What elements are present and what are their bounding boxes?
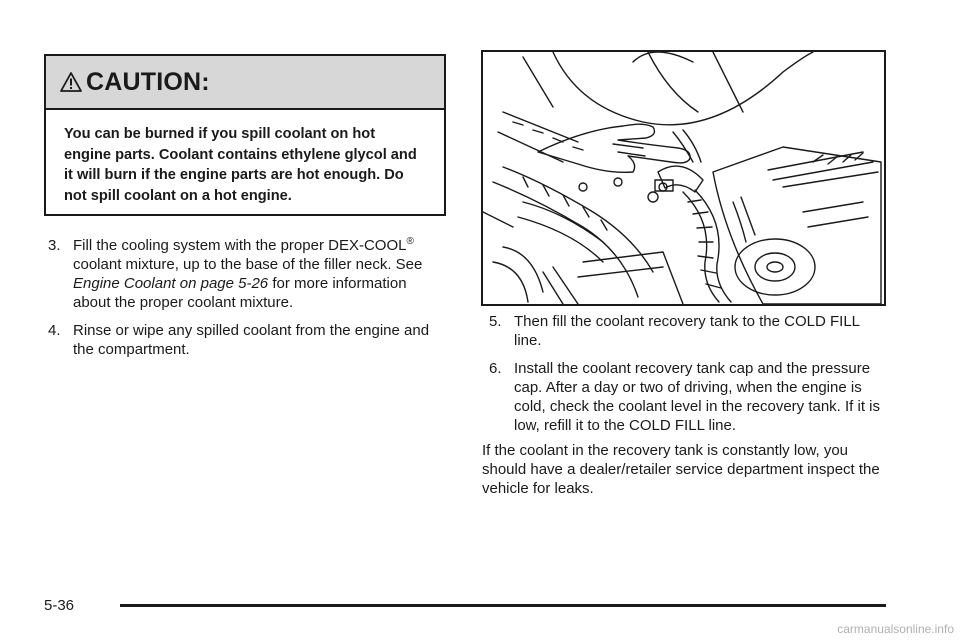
caution-header [46, 56, 444, 110]
step-6 [489, 359, 889, 435]
caution-title: CAUTION: [86, 67, 210, 96]
page-number: 5-36 [44, 597, 75, 614]
step-5 [489, 312, 889, 350]
step-text-part: coolant mixture, up to the base of the filler neck. See [73, 256, 423, 273]
step-number: 3. [48, 237, 61, 254]
step-3 [48, 236, 448, 312]
warning-triangle-icon [60, 71, 82, 93]
engine-coolant-illustration [481, 50, 886, 306]
footer-rule [120, 604, 886, 607]
step-text [73, 236, 448, 312]
body-paragraph: If the coolant in the recovery tank is constantly low, you should have a dealer/retailer service department inspect the vehicle for leaks. [482, 442, 880, 497]
step-4 [48, 321, 448, 359]
step-number: 4. [48, 322, 61, 339]
step-number: 6. [489, 360, 502, 377]
step-text: Then fill the coolant recovery tank to the COLD FILL line. [514, 313, 860, 349]
step-text: Rinse or wipe any spilled coolant from the engine and the compartment. [73, 322, 430, 358]
caution-text: You can be burned if you spill coolant on hot engine parts. Coolant contains ethylene glycol and it will burn if the engine parts are hot enough. Do not spill coolant on a hot engine. [64, 126, 417, 204]
step-text-part: for more information about the proper coolant mixture. [73, 275, 407, 311]
step-text: Install the coolant recovery tank cap and the pressure cap. After a day or two of driving, when the engine is cold, check the coolant level in the recovery tank. If it is low, refill it to the COLD FILL line. [514, 360, 881, 434]
caution-box [44, 54, 446, 216]
watermark: carmanualsonline.info [837, 622, 954, 636]
steps-right [489, 312, 889, 444]
cross-reference-link[interactable]: Engine Coolant on page 5-26 [73, 275, 269, 292]
steps-left [48, 236, 448, 368]
registered-mark: ® [406, 236, 414, 247]
step-text-part: Fill the cooling system with the proper DEX-COOL [73, 237, 407, 254]
step-number: 5. [489, 313, 502, 330]
